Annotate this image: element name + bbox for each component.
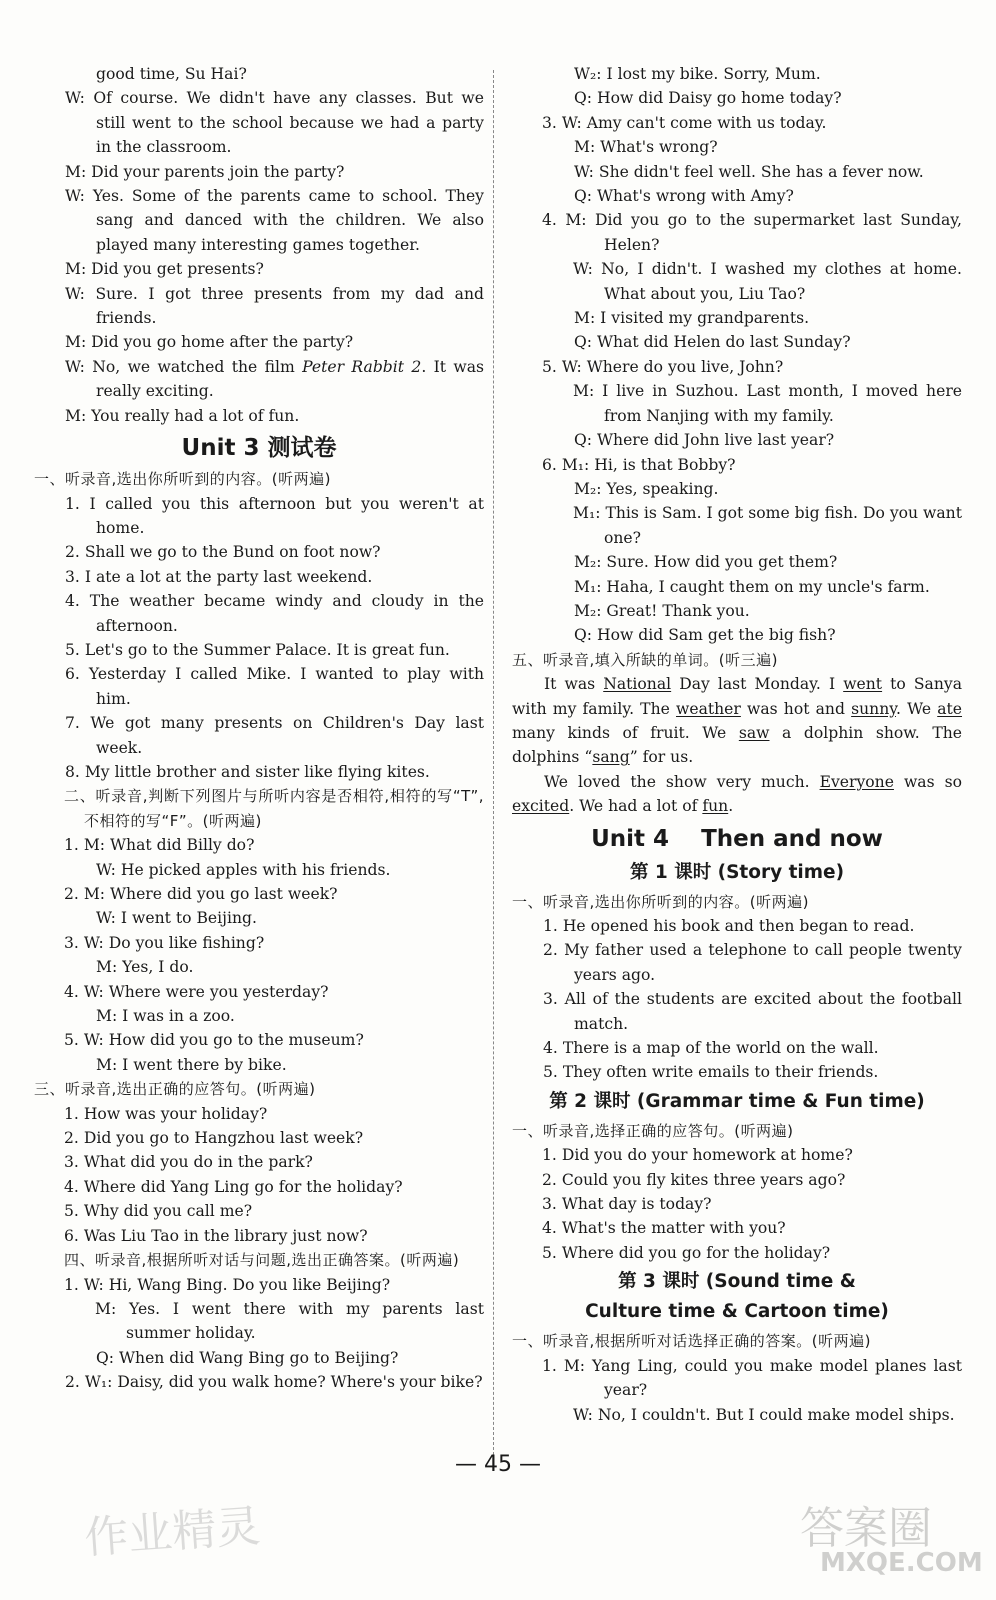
dialogue-line: W₂: I lost my bike. Sorry, Mum. [574,65,821,83]
list-item: 4. The weather became windy and cloudy in the afternoon. [65,592,484,635]
answer-word: fun [702,797,729,816]
list-item: 3. W: Do you like fishing? [64,933,265,952]
dialogue-line: M: You really had a lot of fun. [65,406,300,425]
text-segment: was so [893,772,962,791]
list-item: W: No, I couldn't. But I could make model ships. [573,1405,955,1424]
right-column [512,62,962,1427]
list-item: 4. Where did Yang Ling go for the holiday? [64,1177,403,1196]
text-segment: . We had a lot of [569,797,703,816]
list-item: 5. Let's go to the Summer Palace. It is great fun. [65,640,450,659]
list-item: 1. He opened his book and then began to read. [543,917,915,935]
dialogue-line: W: Of course. We didn't have any classes. But we still went to the school because we had a party in the classroom. [65,89,484,157]
list-item: 5. Where did you go for the holiday? [542,1243,831,1262]
answer-word: saw [738,723,770,742]
dialogue-line: good time, Su Hai? [96,65,247,83]
answer-word: National [603,675,672,694]
fill-paragraph [512,672,962,770]
text-segment: We loved the show very much. [544,772,820,791]
list-item: M: I went there by bike. [96,1055,287,1074]
section-heading: 五、听录音,填入所缺的单词。(听三遍) [512,650,778,669]
dialogue-line: Q: Where did John live last year? [574,431,835,450]
dialogue-line: M: Did you go home after the party? [65,333,354,352]
list-item: 3. What day is today? [542,1195,712,1214]
dialogue-line: W: No, I didn't. I washed my clothes at home. What about you, Liu Tao? [573,260,962,303]
dialogue-line: M: Did you get presents? [65,260,264,279]
dialogue-line: Q: What did Helen do last Sunday? [574,333,851,352]
fill-paragraph [512,770,962,819]
list-item: 2. Could you fly kites three years ago? [542,1170,846,1189]
answer-word: excited [512,797,570,816]
section-heading: 一、听录音,选出你所听到的内容。(听两遍) [512,892,809,911]
list-item: M: Yes, I do. [96,958,194,977]
page-number-value: 45 [484,1452,512,1477]
answer-word: sang [592,748,630,767]
watermark-left: 作业精灵 [82,1500,262,1565]
film-title: Peter Rabbit 2 [302,357,422,376]
text-segment: . We [895,699,938,718]
list-item: 1. W: Hi, Wang Bing. Do you like Beijing? [64,1275,391,1294]
lesson2-title: 第 2 课时 (Grammar time & Fun time) [549,1090,925,1112]
unit3-title: Unit 3 测试卷 [181,435,337,462]
dialogue-line: 6. M₁: Hi, is that Bobby? [542,455,736,474]
dialogue-line: 3. W: Amy can't come with us today. [542,113,827,132]
column-divider [493,70,494,1470]
section-heading: 三、听录音,选出正确的应答句。(听两遍) [34,1080,316,1099]
dialogue-line: M₁: This is Sam. I got some big fish. Do you want one? [573,504,962,547]
text-segment: to Sanya with my family. The [512,675,962,718]
dialogue-line: W: She didn't feel well. She has a fever now. [574,162,924,181]
dialogue-line: M₂: Great! Thank you. [574,601,750,620]
dialogue-line [34,355,484,404]
dialogue-line: M: What's wrong? [574,138,718,157]
dialogue-line: M₁: Haha, I caught them on my uncle's farm. [574,577,930,596]
watermark-url: MXQE.COM [820,1548,983,1578]
section-heading: 一、听录音,选择正确的应答句。(听两遍) [512,1121,794,1140]
dialogue-line: Q: How did Daisy go home today? [574,89,842,108]
list-item: M: Yes. I went there with my parents last summer holiday. [95,1299,484,1343]
dialogue-line: M: Did your parents join the party? [65,162,345,181]
watermark-logo: 答案圈 [800,1503,932,1554]
dialogue-line: M₂: Yes, speaking. [574,479,719,498]
list-item: Q: When did Wang Bing go to Beijing? [96,1348,399,1367]
list-item: 4. What's the matter with you? [542,1219,786,1238]
section-heading: 二、听录音,判断下列图片与所听内容是否相符,相符的写“T”,不相符的写“F”。(听两遍) [64,787,484,830]
text-segment: W: No, we watched the film [65,357,303,376]
list-item: 2. Shall we go to the Bund on foot now? [65,543,381,562]
list-item: W: He picked apples with his friends. [96,860,391,879]
list-item: 5. W: How did you go to the museum? [64,1031,364,1050]
text-segment: ” for us. [629,748,694,767]
list-item: 5. They often write emails to their friends. [543,1063,879,1082]
lesson3-title: 第 3 课时 (Sound time & [618,1271,856,1293]
dialogue-line: 4. M: Did you go to the supermarket last Sunday, Helen? [542,211,962,254]
list-item: 4. W: Where were you yesterday? [64,982,329,1001]
dialogue-line: M: I live in Suzhou. Last month, I moved here from Nanjing with my family. [573,382,962,425]
list-item: 4. There is a map of the world on the wall. [543,1039,879,1058]
unit4-title: Unit 4 Then and now [591,825,883,852]
answer-word: ate [937,699,963,718]
dialogue-line: Q: What's wrong with Amy? [574,187,794,206]
list-item: 2. My father used a telephone to call people twenty years ago. [543,941,962,984]
answer-word: weather [676,699,741,718]
list-item: 1. How was your holiday? [64,1104,268,1123]
dialogue-line: 5. W: Where do you live, John? [542,357,784,376]
text-segment: . It was really exciting. [96,357,485,401]
text-segment: was hot and [740,699,852,718]
list-item: 1. M: What did Billy do? [64,836,255,855]
dialogue-line: M₂: Sure. How did you get them? [574,553,838,572]
list-item: 2. Did you go to Hangzhou last week? [64,1129,364,1148]
text-segment: many kinds of fruit. We [512,723,739,742]
answer-word: Everyone [819,772,894,791]
answer-word: went [843,675,883,694]
list-item: 3. All of the students are excited about the football match. [543,990,962,1033]
answer-word: sunny [851,699,896,718]
lesson1-title: 第 1 课时 (Story time) [629,861,845,883]
list-item: 1. I called you this afternoon but you weren't at home. [65,494,484,537]
text-segment: a dolphin show. The dolphins “ [512,723,962,767]
list-item: 1. M: Yang Ling, could you make model planes last year? [542,1356,962,1400]
list-item: 2. W₁: Daisy, did you walk home? Where's your bike? [65,1373,483,1392]
list-item: W: I went to Beijing. [96,909,257,928]
text-segment: Day last Monday. I [671,675,844,694]
text-segment: . [728,797,734,816]
list-item: 2. M: Where did you go last week? [64,885,338,903]
list-item: 6. Yesterday I called Mike. I wanted to play with him. [65,665,484,708]
list-item: 7. We got many presents on Children's Day last week. [65,714,484,757]
dialogue-line: W: Yes. Some of the parents came to school. They sang and danced with the children. We also played many interesting games together. [65,187,484,254]
dialogue-line: Q: How did Sam get the big fish? [574,626,836,645]
list-item: M: I was in a zoo. [96,1007,235,1026]
dialogue-line: M: I visited my grandparents. [574,309,810,328]
list-item: 5. Why did you call me? [64,1202,253,1221]
left-column [34,62,484,1395]
list-item: 1. Did you do your homework at home? [542,1146,853,1165]
text-segment: It was [544,675,604,694]
list-item: 3. I ate a lot at the party last weekend. [65,567,373,586]
section-heading: 一、听录音,选出你所听到的内容。(听两遍) [34,470,331,489]
page-number: — 45 — [455,1452,541,1477]
list-item: 6. Was Liu Tao in the library just now? [64,1226,368,1245]
dialogue-line: W: Sure. I got three presents from my dad and friends. [65,284,484,328]
list-item: 3. What did you do in the park? [64,1153,313,1172]
section-heading: 四、听录音,根据所听对话与问题,选出正确答案。(听两遍) [64,1251,460,1270]
section-heading: 一、听录音,根据所听对话选择正确的答案。(听两遍) [512,1332,871,1351]
lesson3-subtitle: Culture time & Cartoon time) [585,1301,889,1323]
list-item: 8. My little brother and sister like flying kites. [65,762,430,781]
